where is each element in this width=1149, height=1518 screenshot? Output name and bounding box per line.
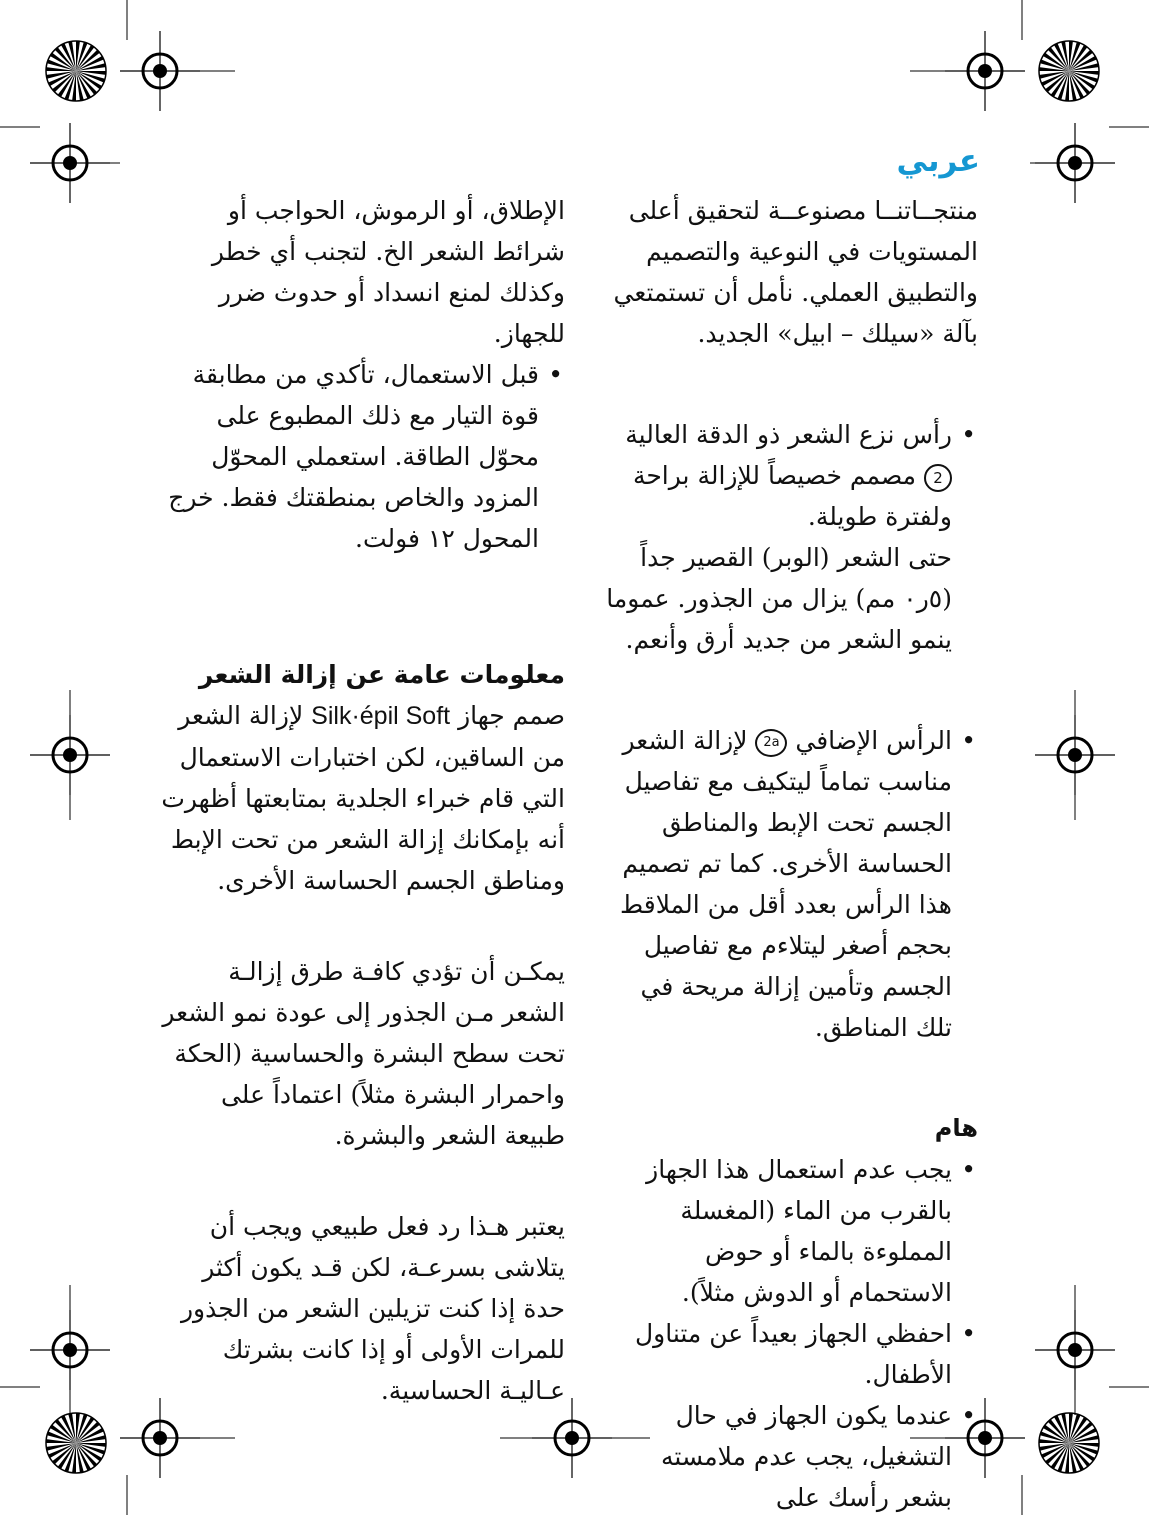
general-paragraph-2: يمكـن أن تؤدي كافـة طرق إزالـة الشعر مـن الجذور إلى عودة نمو الشعر تحت سطح البشرة والحساسية (الحكة واحمرار البشرة مثلاً) اعتماداً على طبيعة الشعر والبشرة. bbox=[162, 957, 565, 1150]
bullet-extra-head-text-2: لإزالة الشعر مناسب تماماً ليتكيف مع تفاصيل الجسم تحت الإبط والمناطق الحساسة الأخرى. كما تم تصميم هذا الرأس بعدد أقل من الملاقط بحجم أصغر ليتلاءم مع تفاصيل الجسم وتأمين إزالة مريحة في تلك المناطق. bbox=[620, 726, 952, 1042]
page-title: عربي bbox=[896, 143, 980, 179]
general-p1-after: لإزالة الشعر من الساقين، لكن اختبارات الاستعمال التي قام خبراء الجلدية بمتابعتها أظهرت أنه بإمكانك إزالة الشعر من تحت الإبط ومناطق الجسم الحساسة الأخرى. bbox=[161, 701, 565, 895]
bullet-extra-head bbox=[598, 720, 978, 1048]
head-detail-paragraph: حتى الشعر (الوبر) القصير جداً (٥ر٠ مم) يزال من الجذور. عموما ينمو الشعر من جديد أرق وأنعم. bbox=[606, 543, 952, 654]
continued-paragraph: الإطلاق، أو الرموش، الحواجب أو شرائط الشعر الخ. لتجنب أي خطر وكذلك لمنع انسداد أو حدوث ضرر للجهاز. bbox=[211, 196, 565, 348]
figure-ref-2a-icon: 2a bbox=[755, 729, 787, 757]
right-column bbox=[598, 190, 978, 1518]
important-heading: هام bbox=[934, 1114, 978, 1142]
intro-paragraph: منتجــاتنــا مصنوعــة لتحقيق أعلى المستويات في النوعية والتصميم والتطبيق العملي. نأمل أن تستمتعي بآلة «سيلك – ابيل» الجديد. bbox=[613, 196, 978, 348]
important-item: • احفظي الجهاز بعيداً عن متناول الأطفال. bbox=[598, 1313, 978, 1395]
bullet-extra-head-text: الرأس الإضافي bbox=[795, 726, 952, 755]
general-paragraph-3: يعتبر هـذا رد فعل طبيعي ويجب أن يتلاشى بسرعـة، لكن قـد يكون أكثر حدة إذا كنت تزيلين الشعر من الجذور للمرات الأولى أو إذا كانت بشرتك عـاليـة الحساسية. bbox=[180, 1212, 565, 1405]
important-item: • عندما يكون الجهاز في حال التشغيل، يجب عدم ملامسته بشعر رأسك على bbox=[598, 1395, 978, 1518]
bullet-power-check: • قبل الاستعمال، تأكدي من مطابقة قوة التيار مع ذلك المطبوع على محوّل الطاقة. استعملي المحوّل المزود والخاص بمنطقتك فقط. خرج المحول ١٢ فولت. bbox=[160, 354, 565, 559]
bullet-epilation-head-text: رأس نزع الشعر ذو الدقة العالية bbox=[625, 420, 952, 449]
general-paragraph-1 bbox=[160, 695, 565, 901]
bullet-epilation-head bbox=[598, 414, 978, 537]
important-item: • يجب عدم استعمال هذا الجهاز بالقرب من الماء (المغسلة المملوءة بالماء أو حوض الاستحمام أو الدوش مثلاً). bbox=[598, 1149, 978, 1313]
general-info-heading: معلومات عامة عن إزالة الشعر bbox=[198, 660, 565, 689]
figure-ref-2-icon: 2 bbox=[924, 464, 952, 492]
brand-name: Silk·épil Soft bbox=[311, 702, 451, 730]
left-column bbox=[160, 190, 565, 1411]
bullet-epilation-head-text-2: مصمم خصيصاً للإزالة براحة ولفترة طويلة. bbox=[632, 461, 952, 531]
general-p1-before: صمم جهاز bbox=[458, 701, 565, 730]
